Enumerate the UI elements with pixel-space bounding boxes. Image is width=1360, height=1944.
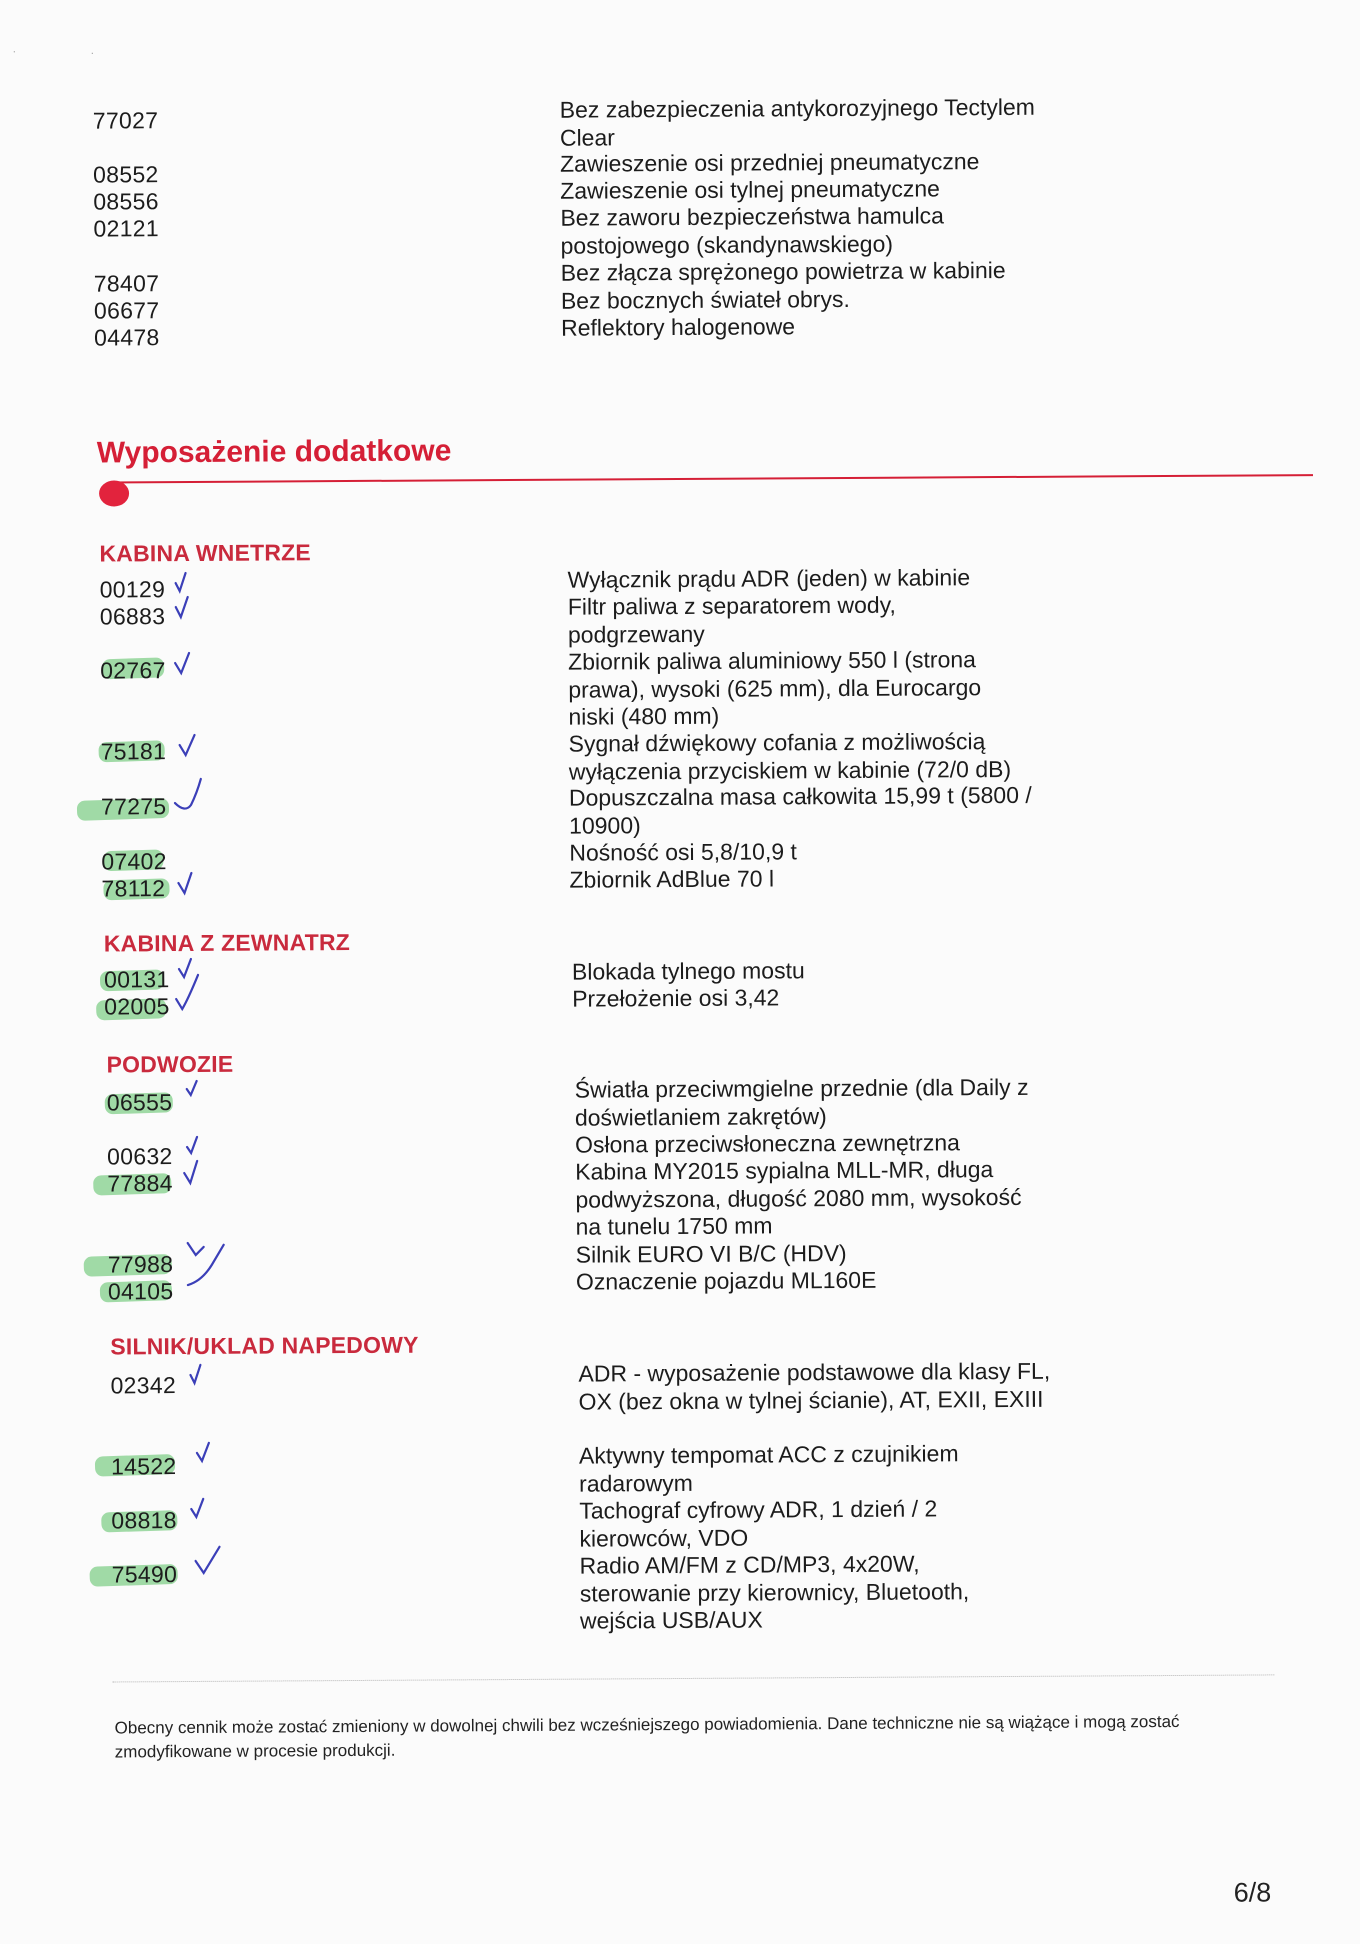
option-code: 75181 (100, 738, 167, 765)
option-code: 06555 (106, 1089, 173, 1116)
option-code: 78112 (101, 875, 166, 902)
checkmark-icon (184, 1235, 230, 1295)
top-item-desc: Reflektory halogenowe (560, 313, 796, 341)
top-item-desc: Zawieszenie osi przedniej pneumatyczne (559, 148, 980, 177)
checkmark-icon (173, 865, 209, 899)
footer-divider (112, 1674, 1274, 1682)
top-item-code: 06677 (93, 297, 160, 324)
top-item-code: 08552 (93, 161, 159, 188)
option-desc: Silnik EURO VI B/C (HDV) (575, 1239, 847, 1268)
checkmark-icon (175, 729, 211, 763)
option-desc: Tachograf cyfrowy ADR, 1 dzień / 2 kierowców, VDO (579, 1495, 938, 1552)
option-desc: ADR - wyposażenie podstawowe dla klasy FL, OX (bez okna w tylnej ścianie), AT, EXII, EXIII (578, 1357, 1051, 1415)
option-code: 00129 (99, 576, 166, 603)
top-item-desc: Bez bocznych świateł obrys. (560, 285, 850, 314)
option-code: 00131 (103, 966, 170, 993)
option-code: 00632 (107, 1143, 173, 1170)
checkmark-icon (171, 775, 211, 825)
category-heading: KABINA WNETRZE (99, 539, 312, 567)
option-code: 77988 (107, 1251, 174, 1278)
category-heading: KABINA Z ZEWNATRZ (103, 929, 351, 957)
top-item-desc: Bez zaworu bezpieczeństwa hamulca postojowego (skandynawskiego) (560, 202, 945, 259)
checkmark-icon (179, 1155, 215, 1189)
option-code: 04105 (107, 1278, 174, 1305)
option-desc: Osłona przeciwsłoneczna zewnętrzna (574, 1129, 960, 1158)
top-item-code: 04478 (94, 324, 160, 351)
checkmark-icon (170, 593, 206, 627)
top-item-code: 02121 (93, 215, 160, 242)
checkmark-icon (172, 969, 212, 1019)
footer-disclaimer: Obecny cennik może zostać zmieniony w dowolnej chwili bez wcześniejszego powiadomienia. Dane techniczne nie są wiążące i mogą zostać zmodyfikowane w procesie produkcji. (114, 1711, 1180, 1762)
option-desc: Radio AM/FM z CD/MP3, 4x20W, sterowanie przy kierownicy, Bluetooth, wejścia USB/AUX (579, 1550, 970, 1634)
option-desc: Filtr paliwa z separatorem wody, podgrzewany (567, 591, 896, 648)
option-desc: Oznaczenie pojazdu ML160E (575, 1266, 877, 1295)
option-desc: Zbiornik AdBlue 70 l (569, 865, 775, 893)
option-desc: Dopuszczalna masa całkowita 15,99 t (5800 / 10900) (568, 781, 1032, 839)
option-desc: Wyłącznik prądu ADR (jeden) w kabinie (567, 564, 971, 593)
section-divider (109, 474, 1313, 483)
option-desc: Sygnał dźwiękowy cofania z możliwością wyłączenia przyciskiem w kabinie (72/0 dB) (568, 728, 1012, 785)
option-desc: Przełożenie osi 3,42 (572, 984, 780, 1012)
option-code: 06883 (99, 603, 166, 630)
top-item-desc: Bez zabezpieczenia antykorozyjnego Tectylem Clear (559, 93, 1036, 151)
option-code: 02005 (104, 993, 170, 1020)
option-desc: Nośność osi 5,8/10,9 t (569, 838, 797, 866)
option-code: 14522 (110, 1453, 177, 1480)
top-item-desc: Zawieszenie osi tylnej pneumatyczne (560, 175, 941, 204)
top-item-code: 77027 (92, 107, 159, 134)
option-code: 02342 (110, 1372, 177, 1399)
checkmark-icon (185, 1493, 221, 1527)
category-heading: PODWOZIE (106, 1050, 234, 1078)
section-title: Wyposażenie dodatkowe (96, 434, 452, 470)
category-heading: SILNIK/UKLAD NAPEDOWY (110, 1331, 419, 1360)
scan-speck: · (90, 45, 95, 60)
option-desc: Kabina MY2015 sypialna MLL-MR, długa podwyższona, długość 2080 mm, wysokość na tunelu 1750 mm (575, 1156, 1022, 1240)
option-desc: Zbiornik paliwa aluminiowy 550 l (strona prawa), wysoki (625 mm), dla Eurocargo niski (480 mm) (568, 646, 982, 730)
section-bullet-icon (99, 480, 129, 506)
checkmark-icon (184, 1359, 220, 1393)
option-code: 77884 (107, 1170, 173, 1197)
top-item-code: 78407 (93, 270, 160, 297)
option-code: 07402 (101, 848, 167, 875)
top-item-desc: Bez złącza sprężonego powietrza w kabinie (560, 256, 1006, 286)
checkmark-icon (181, 1075, 217, 1109)
option-code: 75490 (111, 1561, 178, 1588)
checkmark-icon (191, 1439, 227, 1473)
scan-speck: · (12, 44, 17, 59)
option-desc: Aktywny tempomat ACC z czujnikiem radarowym (578, 1440, 959, 1497)
option-desc: Światła przeciwmgielne przednie (dla Daily z doświetlaniem zakrętów) (574, 1073, 1029, 1131)
option-code: 77275 (100, 793, 167, 820)
top-item-code: 08556 (93, 188, 159, 215)
option-code: 08818 (111, 1507, 177, 1534)
checkmark-icon (191, 1543, 231, 1583)
page-number: 6/8 (1233, 1877, 1272, 1908)
option-code: 02767 (100, 657, 166, 684)
checkmark-icon (170, 647, 206, 681)
option-desc: Blokada tylnego mostu (571, 957, 805, 985)
